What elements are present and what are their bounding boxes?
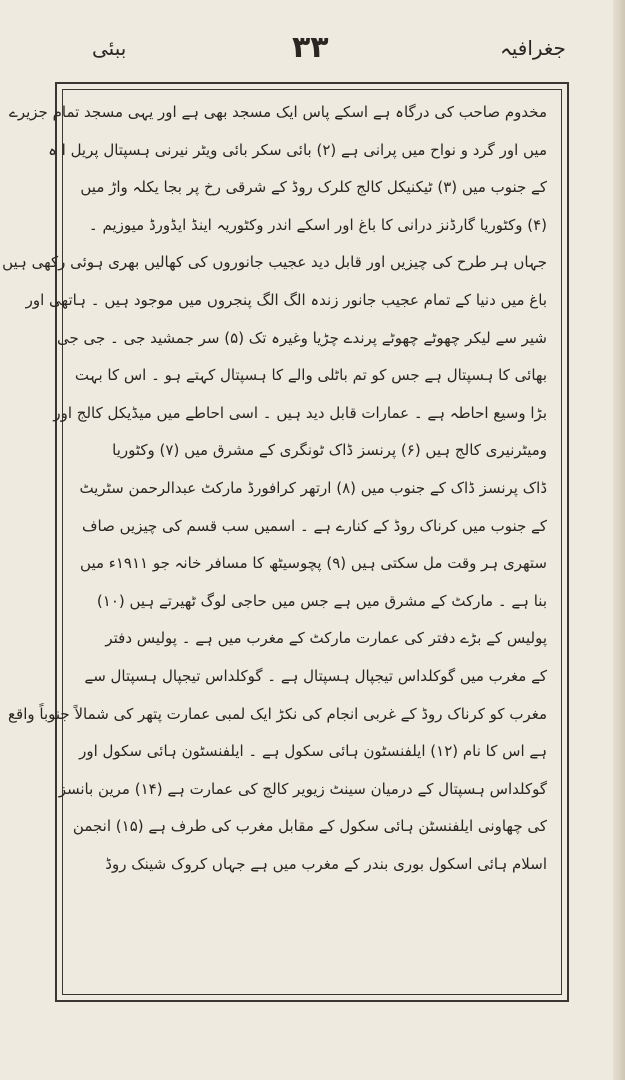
text-line: اسلام ہائی اسکول بوری بندر کے مغرب میں ہے جہاں کروک شینک روڈ [105, 854, 547, 873]
text-line: بھائی کا ہسپتال ہے جس کو تم باٹلی والے کا ہسپتال کہتے ہو ۔ اس کا بہت [74, 366, 547, 385]
text-line: ہے اس کا نام (۱۲) ایلفنسٹون ہائی سکول ہے ۔ ایلفنسٹون ہائی سکول اور [79, 742, 547, 761]
text-line: مغرب کو کرناک روڈ کے غربی انجام کی نکڑ ایک لمبی عمارت پتھر کی شمالاً جنوباً واقع [8, 704, 547, 723]
text-line: جہاں ہر طرح کی چیزیں اور قابل دید عجیب جانوروں کی کھالیں بھری ہوئی رکھی ہیں [2, 253, 547, 272]
running-head-section: جغرافیہ [500, 36, 566, 60]
text-line: ستھری ہر وقت مل سکتی ہیں (۹) پچوسیٹھ کا مسافر خانہ جو ۱۹۱۱ء میں [80, 554, 547, 573]
text-line: کے جنوب میں کرناک روڈ کے کنارے ہے ۔ اسمیں سب قسم کی چیزیں صاف [81, 516, 547, 535]
body-text [2, 94, 547, 883]
text-line: (۴) وکٹوریا گارڈنز درانی کا باغ اور اسکے اندر وکٹوریہ اینڈ ایڈورڈ میوزیم ۔ [88, 215, 547, 234]
text-line: کے جنوب میں (۳) ٹیکنیکل کالج کلرک روڈ کے شرقی رخ پر بجا یکلہ واڑ میں [80, 178, 547, 197]
page-spine-edge [613, 0, 625, 1080]
text-line: بنا ہے ۔ مارکٹ کے مشرق میں ہے جس میں حاجی لوگ ٹھیرتے ہیں (۱۰) [96, 591, 547, 610]
page-header [60, 30, 566, 80]
text-frame [2, 82, 569, 1002]
text-line: شیر سے لیکر چھوٹے چھوٹے پرندے چڑیا وغیرہ تک (۵) سر جمشید جی ۔ جی جی [56, 328, 547, 347]
text-line: ومیٹرنیری کالج ہیں (۶) پرنسز ڈاک ٹونگری کے مشرق میں (۷) وکٹوریا [112, 441, 547, 460]
text-line: کے مغرب میں گوکلداس تیجپال ہسپتال ہے ۔ گوکلداس تیجپال ہسپتال سے [84, 666, 547, 685]
text-line: باغ میں دنیا کے تمام عجیب جانور زندہ الگ الگ پنجروں میں موجود ہیں ۔ ہاتھی اور [25, 290, 547, 309]
text-line: ڈاک پرنسز ڈاک کے جنوب میں (۸) ارتھر کرافورڈ مارکٹ عبدالرحمن سٹریٹ [79, 478, 547, 497]
running-head-chapter: ببئی [92, 36, 127, 60]
page-number: ۳۳ [292, 30, 329, 65]
text-line: بڑا وسیع احاطہ ہے ۔ عمارات قابل دید ہیں ۔ اسی احاطے میں میڈیکل کالج اور [53, 403, 547, 422]
text-line: کی چھاونی ایلفنسٹن ہائی سکول کے مقابل مغرب کی طرف ہے (۱۵) انجمن [72, 817, 547, 836]
text-line: میں اور گرد و نواح میں پرانی ہے (۲) بائی سکر بائی ویٹر نیرنی ہسپتال پریل ا ہ [48, 140, 547, 159]
text-line: گوکلداس ہسپتال کے درمیان سینٹ زیویر کالج کی عمارت ہے (۱۴) مرین بانسز [58, 779, 547, 798]
text-line: پولیس کے بڑے دفتر کی عمارت مارکٹ کے مغرب میں ہے ۔ پولیس دفتر [105, 629, 547, 648]
text-line: مخدوم صاحب کی درگاہ ہے اسکے پاس ایک مسجد بھی ہے اور یہی مسجد تمام جزیرے [9, 103, 547, 121]
